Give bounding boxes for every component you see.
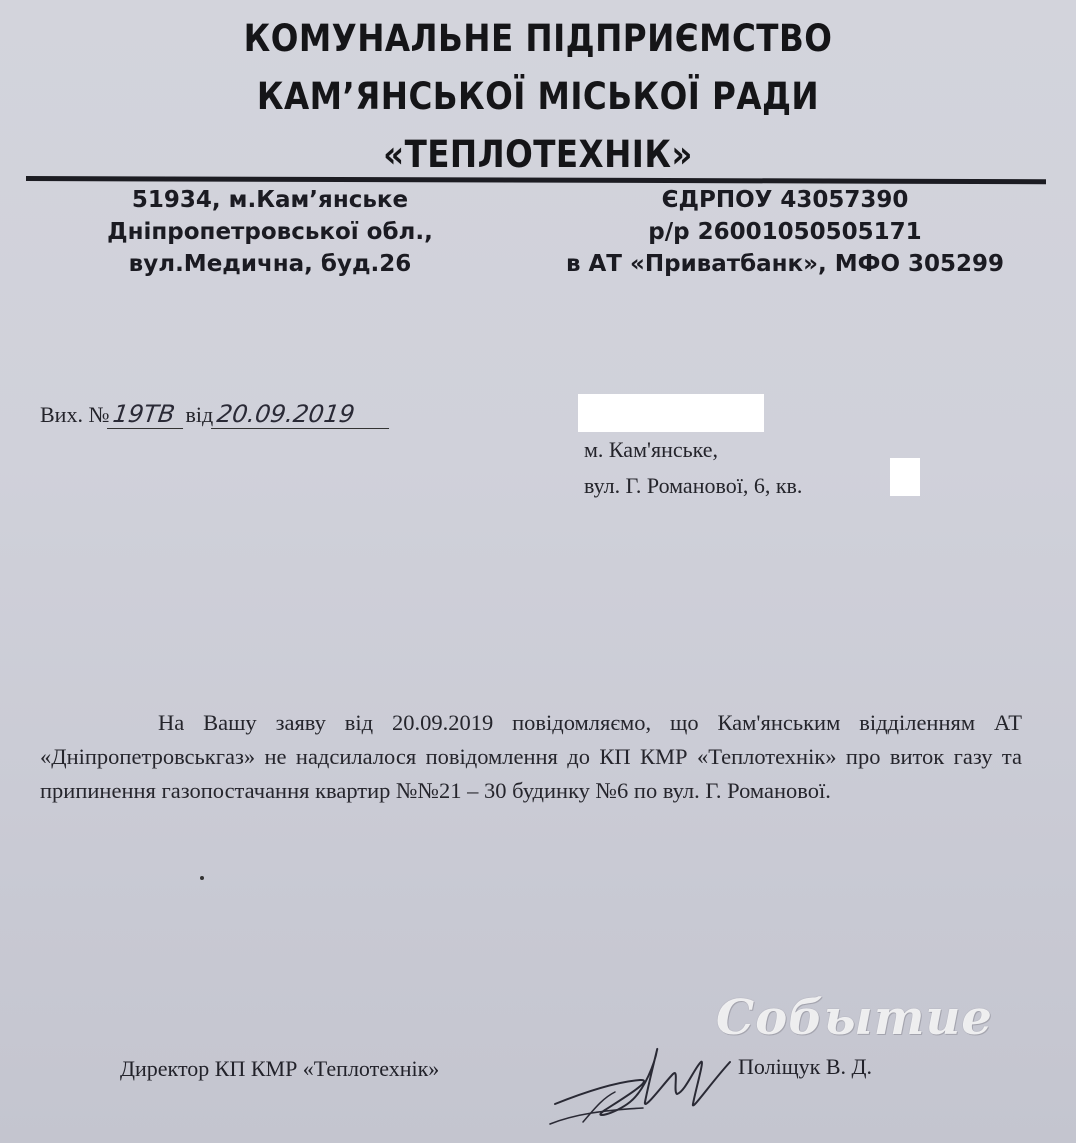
redacted-recipient-name: [578, 394, 764, 432]
stray-mark: [200, 876, 204, 880]
organization-title-line: КОМУНАЛЬНЕ ПІДПРИЄМСТВО: [243, 17, 833, 60]
outgoing-reference: [40, 400, 391, 429]
redacted-apartment-number: [890, 458, 920, 496]
watermark-logo: Событие: [716, 990, 993, 1046]
outgoing-date: 20.09.2019: [211, 400, 393, 429]
outgoing-date-prefix: від: [185, 402, 214, 427]
organization-title-line: «ТЕПЛОТЕХНІК»: [383, 133, 693, 176]
outgoing-number: 19ТВ: [107, 400, 187, 429]
organization-address: [40, 184, 500, 280]
requisites-line: ЄДРПОУ 43057390: [661, 187, 909, 213]
outgoing-prefix: Вих. №: [40, 402, 110, 427]
signer-name: Поліщук В. Д.: [738, 1054, 872, 1079]
recipient-address: [584, 432, 802, 504]
letter-body: [40, 706, 1022, 808]
body-paragraph: На Вашу заяву від 20.09.2019 повідомляємо, що Кам'янським відділенням АТ «Дніпропетровськгаз» не надсилалося повідомлення до КП КМР «Теплотехнік» про виток газу та припинення газопостачання квартир №№21 – 30 будинку №6 по вул. Г. Романової.: [40, 710, 1022, 803]
address-line: вул.Медична, буд.26: [128, 251, 412, 277]
recipient-street: вул. Г. Романової, 6, кв.: [584, 473, 803, 498]
address-line: 51934, м.Кам’янське: [131, 187, 409, 213]
address-line: Дніпропетровської обл.,: [107, 219, 433, 245]
requisites-line: р/р 26001050505171: [648, 219, 922, 245]
director-position: Директор КП КМР «Теплотехнік»: [120, 1056, 440, 1081]
handwritten-signature: [545, 1022, 735, 1132]
organization-requisites: [520, 184, 1050, 280]
organization-title: [0, 10, 1076, 184]
recipient-city: м. Кам'янське,: [584, 437, 719, 462]
organization-title-line: КАМ’ЯНСЬКОЇ МІСЬКОЇ РАДИ: [256, 75, 820, 118]
requisites-line: в АТ «Приватбанк», МФО 305299: [565, 251, 1005, 277]
